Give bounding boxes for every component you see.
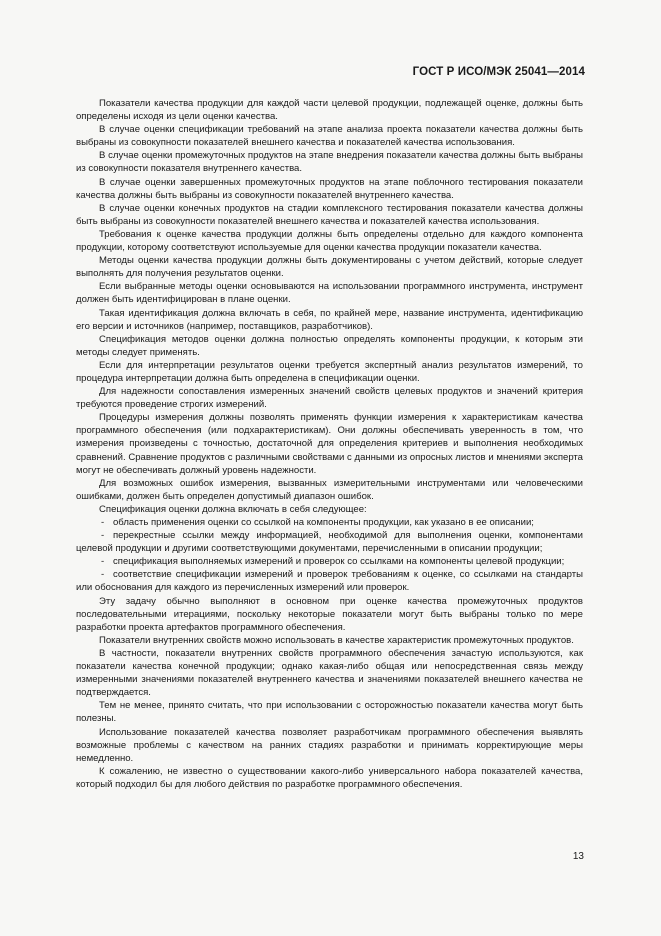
paragraph: К сожалению, не известно о существовании какого-либо универсального набора показателей качества, который подходил бы для любого действия по разработке программного обеспечения.	[76, 765, 583, 790]
list-item	[76, 529, 583, 555]
list-item-text: область применения оценки со ссылкой на компоненты продукции, как указано в ее описании;	[113, 517, 534, 528]
paragraph: В случае оценки промежуточных продуктов на этапе внедрения показатели качества должны быть выбраны из совокупности показателя внутреннего качества.	[76, 150, 583, 175]
list-bullet: -	[101, 569, 105, 581]
paragraph: Если выбранные методы оценки основываются на использовании программного инструмента, инструмент должен быть идентифицирован в плане оценки.	[76, 281, 583, 306]
paragraph: Спецификация оценки должна включать в себя следующее:	[99, 503, 367, 515]
list-item-text: соответствие спецификации измерений и проверок требованиям к оценке, со ссылками на стандарты или обоснования для каждого из перечисленных измерений или проверок.	[76, 569, 583, 594]
requirements-list	[76, 516, 583, 595]
list-item	[76, 516, 583, 529]
paragraph: Методы оценки качества продукции должны быть документированы с учетом действий, которые следует выполнять для получения результатов оценки.	[76, 255, 583, 280]
paragraph: Показатели качества продукции для каждой части целевой продукции, подлежащей оценке, должны быть определены исходя из цели оценки качества.	[76, 98, 583, 123]
paragraph: Спецификация методов оценки должна полностью определять компоненты продукции, к которым эти методы следует применять.	[76, 333, 583, 358]
list-bullet: -	[101, 517, 105, 528]
paragraph: Если для интерпретации результатов оценки требуется экспертный анализ результатов измерений, то процедура интерпретации должна быть определена в спецификации оценки.	[76, 359, 583, 384]
paragraph: В случае оценки конечных продуктов на стадии комплексного тестирования показатели качества должны быть выбраны из совокупности показателей внешнего качества и показателей качества использования.	[76, 202, 583, 227]
paragraph: В частности, показатели внутренних свойств программного обеспечения зачастую используются, как показатели качества конечной продукции; однако какая-либо общая или непосредственная связь между измеренными значениями показателей внутреннего качества и значениями показателей внешнего качества не подтверждается.	[76, 647, 583, 699]
paragraph: Для возможных ошибок измерения, вызванных измерительными инструментами или человеческими ошибками, должен быть определен допустимый диапазон ошибок.	[76, 477, 583, 502]
list-bullet: -	[101, 556, 105, 568]
paragraph: Тем не менее, принято считать, что при использовании с осторожностью показатели качества могут быть полезны.	[76, 700, 583, 725]
paragraph: Требования к оценке качества продукции должны быть определены отдельно для каждого компонента продукции, которому соответствуют используемые для оценки качества продукции показатели качества.	[76, 228, 583, 254]
paragraph: Использование показателей качества позволяет разработчикам программного обеспечения выявлять возможные проблемы с качеством на ранних стадиях разработки и принимать корректирующие меры немедленно.	[76, 726, 583, 764]
paragraph: Такая идентификация должна включать в себя, по крайней мере, название инструмента, идентификацию его версии и источников (например, поставщиков, разработчиков).	[76, 307, 583, 332]
list-item-text: спецификация выполняемых измерений и проверок со ссылками на компоненты целевой продукции;	[113, 556, 565, 568]
document-body	[76, 97, 583, 791]
page-number: 13	[572, 851, 584, 862]
paragraph: Эту задачу обычно выполняют в основном при оценке качества промежуточных продуктов последовательными итерациями, поскольку некоторые показатели могут быть выбраны только по мере разработки проекта артефактов программного обеспечения.	[76, 595, 583, 633]
paragraph: В случае оценки завершенных промежуточных продуктов на этапе поблочного тестирования показатели качества должны быть выбраны из совокупности показателей внутреннего качества.	[76, 176, 583, 201]
list-item-text: перекрестные ссылки между информацией, необходимой для выполнения оценки, компонентами целевой продукции и другими соответствующими документами, перечисленными в описании продукции;	[76, 530, 583, 555]
list-item	[76, 555, 583, 568]
paragraph: Процедуры измерения должны позволять применять функции измерения к характеристикам качества программного обеспечения (или подхарактеристикам). Они должны обеспечивать уверенность в том, что измерения произведены с точностью, достаточной для определения критериев и выполнения необходимых сравнений. Сравнение продуктов с различными свойствами с данными из опросных листов и мнениями эксперта могут не обеспечивать должный уровень надежности.	[76, 412, 583, 476]
list-bullet: -	[101, 530, 105, 542]
paragraph: Показатели внутренних свойств можно использовать в качестве характеристик промежуточных продуктов.	[99, 634, 574, 646]
paragraph: Для надежности сопоставления измеренных значений свойств целевых продуктов и значений критерия требуются проведение строгих измерений.	[76, 386, 583, 411]
paragraph: В случае оценки спецификации требований на этапе анализа проекта показатели качества должны быть выбраны из совокупности показателей внешнего качества и показателей качества использования.	[76, 124, 583, 149]
document-header: ГОСТ Р ИСО/МЭК 25041—2014	[412, 66, 585, 78]
list-item	[76, 568, 583, 594]
